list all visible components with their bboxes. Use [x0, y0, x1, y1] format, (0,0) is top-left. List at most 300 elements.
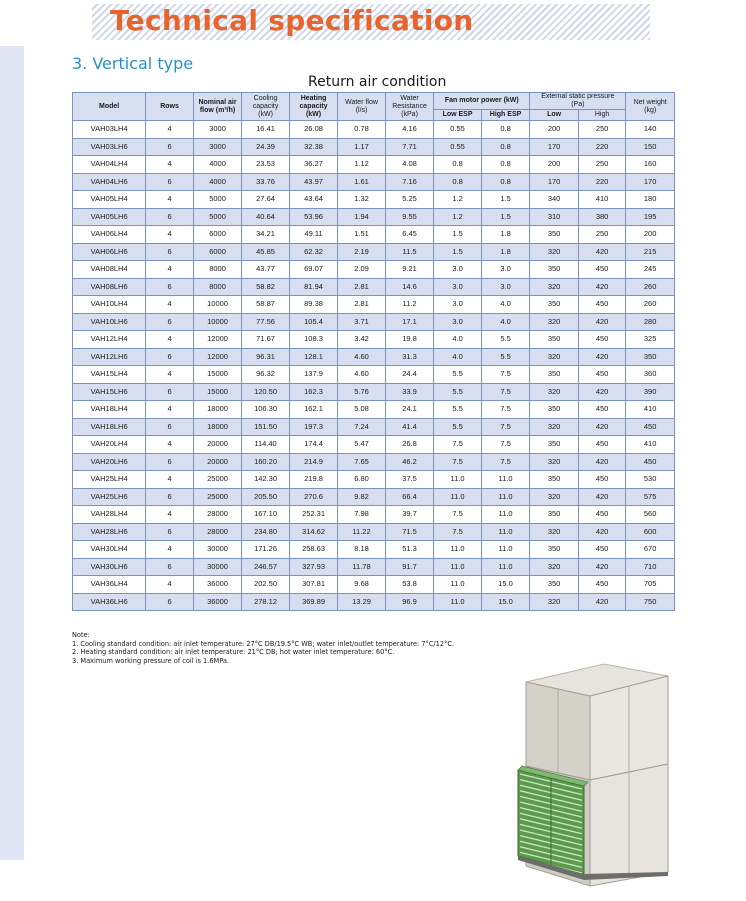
cell-fan-low: 4.0 [434, 348, 481, 366]
cell-waterflow: 7.65 [338, 453, 385, 471]
cell-waterflow: 4.60 [338, 348, 385, 366]
cell-fan-high: 11.0 [481, 558, 530, 576]
cell-resistance: 19.8 [385, 331, 434, 349]
cell-heating: 53.96 [289, 208, 338, 226]
cell-cooling: 33.76 [242, 173, 289, 191]
table-row [73, 278, 675, 296]
cell-esp-high: 380 [578, 208, 625, 226]
cell-waterflow: 3.42 [338, 331, 385, 349]
cell-weight: 215 [626, 243, 675, 261]
cell-fan-high: 0.8 [481, 156, 530, 174]
cell-fan-low: 7.5 [434, 523, 481, 541]
cell-esp-high: 420 [578, 313, 625, 331]
table-row [73, 471, 675, 489]
cell-resistance: 39.7 [385, 506, 434, 524]
cell-heating: 174.4 [289, 436, 338, 454]
cell-model: VAH12LH4 [73, 331, 146, 349]
cell-model: VAH12LH6 [73, 348, 146, 366]
cell-model: VAH04LH4 [73, 156, 146, 174]
cell-fan-high: 1.8 [481, 243, 530, 261]
cell-fan-low: 5.5 [434, 418, 481, 436]
cell-cooling: 24.39 [242, 138, 289, 156]
cell-resistance: 53.8 [385, 576, 434, 594]
cell-heating: 128.1 [289, 348, 338, 366]
col-header-low-esp: Low ESP [434, 110, 481, 121]
cell-cooling: 77.56 [242, 313, 289, 331]
cell-weight: 390 [626, 383, 675, 401]
cell-fan-low: 11.0 [434, 558, 481, 576]
cell-fan-high: 3.0 [481, 278, 530, 296]
cell-resistance: 51.3 [385, 541, 434, 559]
cell-airflow: 18000 [193, 418, 242, 436]
cell-model: VAH20LH6 [73, 453, 146, 471]
cell-heating: 214.9 [289, 453, 338, 471]
cell-esp-low: 170 [530, 173, 579, 191]
table-row [73, 331, 675, 349]
cell-airflow: 6000 [193, 226, 242, 244]
cell-esp-high: 450 [578, 261, 625, 279]
cell-model: VAH05LH4 [73, 191, 146, 209]
cell-esp-high: 250 [578, 156, 625, 174]
cell-weight: 530 [626, 471, 675, 489]
cell-model: VAH05LH6 [73, 208, 146, 226]
cell-waterflow: 11.22 [338, 523, 385, 541]
cell-resistance: 66.4 [385, 488, 434, 506]
cell-cooling: 246.57 [242, 558, 289, 576]
cell-fan-low: 0.8 [434, 173, 481, 191]
cell-rows: 6 [146, 348, 193, 366]
col-header-model: Model [73, 93, 146, 121]
cell-fan-low: 0.55 [434, 138, 481, 156]
cell-heating: 270.6 [289, 488, 338, 506]
cell-airflow: 6000 [193, 243, 242, 261]
cell-esp-low: 320 [530, 243, 579, 261]
cell-fan-high: 11.0 [481, 488, 530, 506]
cell-cooling: 27.64 [242, 191, 289, 209]
cell-cooling: 234.80 [242, 523, 289, 541]
cell-resistance: 6.45 [385, 226, 434, 244]
cell-esp-high: 450 [578, 296, 625, 314]
cell-weight: 410 [626, 436, 675, 454]
cell-heating: 108.3 [289, 331, 338, 349]
table-row [73, 418, 675, 436]
cell-resistance: 4.16 [385, 121, 434, 139]
cell-heating: 197.3 [289, 418, 338, 436]
cell-airflow: 5000 [193, 208, 242, 226]
cell-fan-high: 0.8 [481, 121, 530, 139]
cell-rows: 6 [146, 558, 193, 576]
cell-waterflow: 3.71 [338, 313, 385, 331]
cell-model: VAH08LH6 [73, 278, 146, 296]
cell-weight: 280 [626, 313, 675, 331]
note-line: 2. Heating standard condition: air inlet temperature: 21°C DB; hot water inlet temperature: 60°C. [72, 648, 395, 657]
cell-rows: 6 [146, 383, 193, 401]
cell-model: VAH28LH4 [73, 506, 146, 524]
cell-airflow: 30000 [193, 558, 242, 576]
cell-weight: 750 [626, 593, 675, 611]
cell-rows: 4 [146, 226, 193, 244]
cell-weight: 670 [626, 541, 675, 559]
cell-rows: 4 [146, 576, 193, 594]
cell-esp-low: 350 [530, 261, 579, 279]
cell-weight: 195 [626, 208, 675, 226]
cell-esp-high: 410 [578, 191, 625, 209]
cell-waterflow: 1.17 [338, 138, 385, 156]
cell-esp-high: 420 [578, 348, 625, 366]
cell-fan-low: 7.5 [434, 436, 481, 454]
cell-cooling: 34.21 [242, 226, 289, 244]
cell-rows: 4 [146, 296, 193, 314]
cell-airflow: 4000 [193, 156, 242, 174]
cell-heating: 219.8 [289, 471, 338, 489]
col-header-airflow: Nominal air flow (m³/h) [193, 93, 242, 121]
cell-fan-low: 0.55 [434, 121, 481, 139]
table-row [73, 156, 675, 174]
cell-resistance: 24.1 [385, 401, 434, 419]
cell-model: VAH25LH6 [73, 488, 146, 506]
section-title: 3. Vertical type [72, 54, 194, 73]
cell-esp-low: 350 [530, 366, 579, 384]
cell-resistance: 5.25 [385, 191, 434, 209]
cell-rows: 6 [146, 418, 193, 436]
cell-model: VAH10LH6 [73, 313, 146, 331]
cell-rows: 6 [146, 488, 193, 506]
cell-esp-low: 350 [530, 506, 579, 524]
cell-weight: 350 [626, 348, 675, 366]
cell-airflow: 20000 [193, 436, 242, 454]
cell-weight: 600 [626, 523, 675, 541]
cell-airflow: 10000 [193, 313, 242, 331]
cell-fan-high: 1.8 [481, 226, 530, 244]
cell-heating: 105.4 [289, 313, 338, 331]
cell-weight: 325 [626, 331, 675, 349]
note-heading: Note: [72, 631, 90, 639]
cell-resistance: 11.5 [385, 243, 434, 261]
cell-rows: 6 [146, 208, 193, 226]
cell-fan-high: 15.0 [481, 593, 530, 611]
cell-esp-low: 200 [530, 156, 579, 174]
cell-fan-high: 7.5 [481, 453, 530, 471]
cell-fan-high: 0.8 [481, 173, 530, 191]
cell-fan-high: 11.0 [481, 541, 530, 559]
cell-heating: 62.32 [289, 243, 338, 261]
cell-cooling: 171.26 [242, 541, 289, 559]
cell-esp-low: 340 [530, 191, 579, 209]
cell-fan-high: 4.0 [481, 313, 530, 331]
cell-waterflow: 5.08 [338, 401, 385, 419]
cell-waterflow: 11.78 [338, 558, 385, 576]
table-row [73, 243, 675, 261]
col-header-high-esp: High ESP [481, 110, 530, 121]
cell-fan-high: 11.0 [481, 523, 530, 541]
col-header-waterflow: Water flow (l/s) [338, 93, 385, 121]
cell-model: VAH03LH4 [73, 121, 146, 139]
cell-weight: 140 [626, 121, 675, 139]
cell-esp-low: 350 [530, 436, 579, 454]
cell-esp-low: 320 [530, 453, 579, 471]
page-title: Technical specification [110, 4, 474, 37]
cell-fan-low: 3.0 [434, 278, 481, 296]
cell-esp-high: 420 [578, 558, 625, 576]
cell-esp-high: 450 [578, 366, 625, 384]
cell-cooling: 96.32 [242, 366, 289, 384]
cell-rows: 4 [146, 541, 193, 559]
cell-fan-low: 5.5 [434, 383, 481, 401]
col-header-fan-motor: Fan motor power (kW) [434, 93, 530, 110]
cell-esp-low: 350 [530, 331, 579, 349]
cell-cooling: 205.50 [242, 488, 289, 506]
cell-weight: 410 [626, 401, 675, 419]
cell-cooling: 45.85 [242, 243, 289, 261]
cell-fan-low: 4.0 [434, 331, 481, 349]
cell-weight: 705 [626, 576, 675, 594]
cell-fan-low: 5.5 [434, 401, 481, 419]
cell-cooling: 120.50 [242, 383, 289, 401]
cell-airflow: 36000 [193, 593, 242, 611]
cell-weight: 575 [626, 488, 675, 506]
cell-esp-low: 310 [530, 208, 579, 226]
table-row [73, 558, 675, 576]
cell-esp-low: 320 [530, 488, 579, 506]
cell-esp-low: 320 [530, 523, 579, 541]
spec-table [72, 92, 675, 611]
note-line: 1. Cooling standard condition: air inlet temperature: 27°C DB/19.5°C WB; water inlet/outlet temperature: 7°C/12°C. [72, 639, 455, 648]
cell-cooling: 151.50 [242, 418, 289, 436]
cell-model: VAH25LH4 [73, 471, 146, 489]
cell-cooling: 43.77 [242, 261, 289, 279]
cell-heating: 26.08 [289, 121, 338, 139]
col-header-esp-high: High [578, 110, 625, 121]
cell-rows: 6 [146, 313, 193, 331]
cell-resistance: 11.2 [385, 296, 434, 314]
col-header-rows: Rows [146, 93, 193, 121]
table-row [73, 593, 675, 611]
cell-heating: 43.97 [289, 173, 338, 191]
table-row [73, 121, 675, 139]
cell-waterflow: 9.68 [338, 576, 385, 594]
cell-airflow: 25000 [193, 471, 242, 489]
col-header-resistance: Water Resistance (kPa) [385, 93, 434, 121]
cell-cooling: 167.10 [242, 506, 289, 524]
cell-rows: 6 [146, 243, 193, 261]
table-row [73, 401, 675, 419]
cell-fan-low: 0.8 [434, 156, 481, 174]
cell-heating: 162.1 [289, 401, 338, 419]
cell-rows: 6 [146, 173, 193, 191]
cell-resistance: 9.21 [385, 261, 434, 279]
cell-cooling: 16.41 [242, 121, 289, 139]
cell-esp-low: 320 [530, 278, 579, 296]
cell-waterflow: 1.51 [338, 226, 385, 244]
cell-airflow: 28000 [193, 523, 242, 541]
cell-airflow: 36000 [193, 576, 242, 594]
table-row [73, 436, 675, 454]
cell-waterflow: 6.80 [338, 471, 385, 489]
cell-waterflow: 2.19 [338, 243, 385, 261]
cell-resistance: 41.4 [385, 418, 434, 436]
cell-weight: 360 [626, 366, 675, 384]
cell-esp-high: 420 [578, 418, 625, 436]
cell-waterflow: 2.09 [338, 261, 385, 279]
cell-cooling: 58.82 [242, 278, 289, 296]
table-row [73, 208, 675, 226]
cell-heating: 314.62 [289, 523, 338, 541]
table-row [73, 453, 675, 471]
cell-fan-low: 1.5 [434, 226, 481, 244]
cell-fan-low: 11.0 [434, 576, 481, 594]
cell-heating: 327.93 [289, 558, 338, 576]
cell-waterflow: 7.98 [338, 506, 385, 524]
col-header-cooling: Cooling capacity (kW) [242, 93, 289, 121]
cell-esp-high: 250 [578, 226, 625, 244]
cell-model: VAH06LH6 [73, 243, 146, 261]
cell-model: VAH28LH6 [73, 523, 146, 541]
cell-esp-low: 320 [530, 558, 579, 576]
cell-resistance: 26.8 [385, 436, 434, 454]
cell-fan-high: 7.5 [481, 401, 530, 419]
cell-airflow: 3000 [193, 121, 242, 139]
cell-heating: 162.3 [289, 383, 338, 401]
cell-heating: 258.63 [289, 541, 338, 559]
table-row [73, 191, 675, 209]
cell-weight: 260 [626, 278, 675, 296]
cell-resistance: 31.3 [385, 348, 434, 366]
cell-esp-high: 450 [578, 506, 625, 524]
cell-esp-low: 320 [530, 593, 579, 611]
cell-esp-low: 350 [530, 576, 579, 594]
cell-cooling: 114.40 [242, 436, 289, 454]
cell-weight: 245 [626, 261, 675, 279]
cell-fan-low: 3.0 [434, 296, 481, 314]
cell-rows: 6 [146, 138, 193, 156]
cell-waterflow: 1.12 [338, 156, 385, 174]
cell-airflow: 18000 [193, 401, 242, 419]
cell-esp-high: 450 [578, 541, 625, 559]
cell-airflow: 12000 [193, 331, 242, 349]
cell-esp-high: 420 [578, 243, 625, 261]
cell-rows: 4 [146, 261, 193, 279]
cell-airflow: 5000 [193, 191, 242, 209]
cell-esp-high: 450 [578, 471, 625, 489]
cell-fan-low: 3.0 [434, 313, 481, 331]
cell-rows: 4 [146, 401, 193, 419]
cell-model: VAH08LH4 [73, 261, 146, 279]
cell-esp-low: 320 [530, 313, 579, 331]
cell-rows: 4 [146, 156, 193, 174]
cell-cooling: 160.20 [242, 453, 289, 471]
cell-rows: 6 [146, 278, 193, 296]
cell-weight: 450 [626, 418, 675, 436]
cell-rows: 6 [146, 593, 193, 611]
cell-esp-high: 420 [578, 453, 625, 471]
cell-rows: 6 [146, 523, 193, 541]
cell-esp-high: 450 [578, 401, 625, 419]
table-row [73, 523, 675, 541]
cell-resistance: 7.71 [385, 138, 434, 156]
cell-fan-high: 11.0 [481, 471, 530, 489]
cell-cooling: 96.31 [242, 348, 289, 366]
cell-airflow: 15000 [193, 366, 242, 384]
cell-esp-low: 350 [530, 471, 579, 489]
cell-waterflow: 7.24 [338, 418, 385, 436]
cell-weight: 260 [626, 296, 675, 314]
cell-fan-high: 7.5 [481, 366, 530, 384]
spec-table-body [73, 121, 675, 611]
cell-model: VAH30LH6 [73, 558, 146, 576]
cell-airflow: 25000 [193, 488, 242, 506]
cell-fan-low: 11.0 [434, 488, 481, 506]
cell-heating: 36.27 [289, 156, 338, 174]
cell-waterflow: 1.94 [338, 208, 385, 226]
cell-resistance: 24.4 [385, 366, 434, 384]
cell-model: VAH20LH4 [73, 436, 146, 454]
cell-fan-low: 11.0 [434, 593, 481, 611]
cell-airflow: 10000 [193, 296, 242, 314]
cell-model: VAH30LH4 [73, 541, 146, 559]
cell-rows: 4 [146, 121, 193, 139]
table-row [73, 383, 675, 401]
cell-airflow: 8000 [193, 261, 242, 279]
cell-fan-low: 7.5 [434, 453, 481, 471]
cell-model: VAH15LH4 [73, 366, 146, 384]
table-row [73, 541, 675, 559]
col-header-esp-low: Low [530, 110, 579, 121]
air-handling-unit-image [512, 660, 692, 896]
cell-resistance: 46.2 [385, 453, 434, 471]
cell-heating: 89.38 [289, 296, 338, 314]
cell-esp-high: 420 [578, 383, 625, 401]
cell-weight: 170 [626, 173, 675, 191]
cell-model: VAH10LH4 [73, 296, 146, 314]
cell-fan-high: 11.0 [481, 506, 530, 524]
cell-esp-low: 170 [530, 138, 579, 156]
table-row [73, 576, 675, 594]
cell-rows: 4 [146, 366, 193, 384]
cell-fan-low: 1.2 [434, 208, 481, 226]
cell-waterflow: 5.47 [338, 436, 385, 454]
cell-fan-high: 5.5 [481, 331, 530, 349]
cell-esp-high: 420 [578, 523, 625, 541]
note-line: 3. Maximum working pressure of coil is 1.6MPa. [72, 656, 230, 665]
cell-esp-low: 320 [530, 383, 579, 401]
cell-model: VAH18LH4 [73, 401, 146, 419]
cell-airflow: 8000 [193, 278, 242, 296]
cell-cooling: 58.87 [242, 296, 289, 314]
notes-block [72, 631, 454, 665]
cell-rows: 4 [146, 471, 193, 489]
col-header-heating: Heating capacity (kW) [289, 93, 338, 121]
cell-waterflow: 5.76 [338, 383, 385, 401]
cell-waterflow: 13.29 [338, 593, 385, 611]
cell-airflow: 30000 [193, 541, 242, 559]
cell-weight: 560 [626, 506, 675, 524]
table-row [73, 366, 675, 384]
cell-resistance: 33.9 [385, 383, 434, 401]
cell-cooling: 202.50 [242, 576, 289, 594]
cell-model: VAH04LH6 [73, 173, 146, 191]
cell-waterflow: 0.78 [338, 121, 385, 139]
cell-esp-high: 420 [578, 593, 625, 611]
table-row [73, 313, 675, 331]
table-row [73, 348, 675, 366]
cell-fan-high: 15.0 [481, 576, 530, 594]
cell-waterflow: 4.60 [338, 366, 385, 384]
cell-cooling: 71.67 [242, 331, 289, 349]
cell-heating: 49.11 [289, 226, 338, 244]
cell-fan-high: 4.0 [481, 296, 530, 314]
cell-rows: 4 [146, 506, 193, 524]
cell-fan-high: 1.5 [481, 208, 530, 226]
